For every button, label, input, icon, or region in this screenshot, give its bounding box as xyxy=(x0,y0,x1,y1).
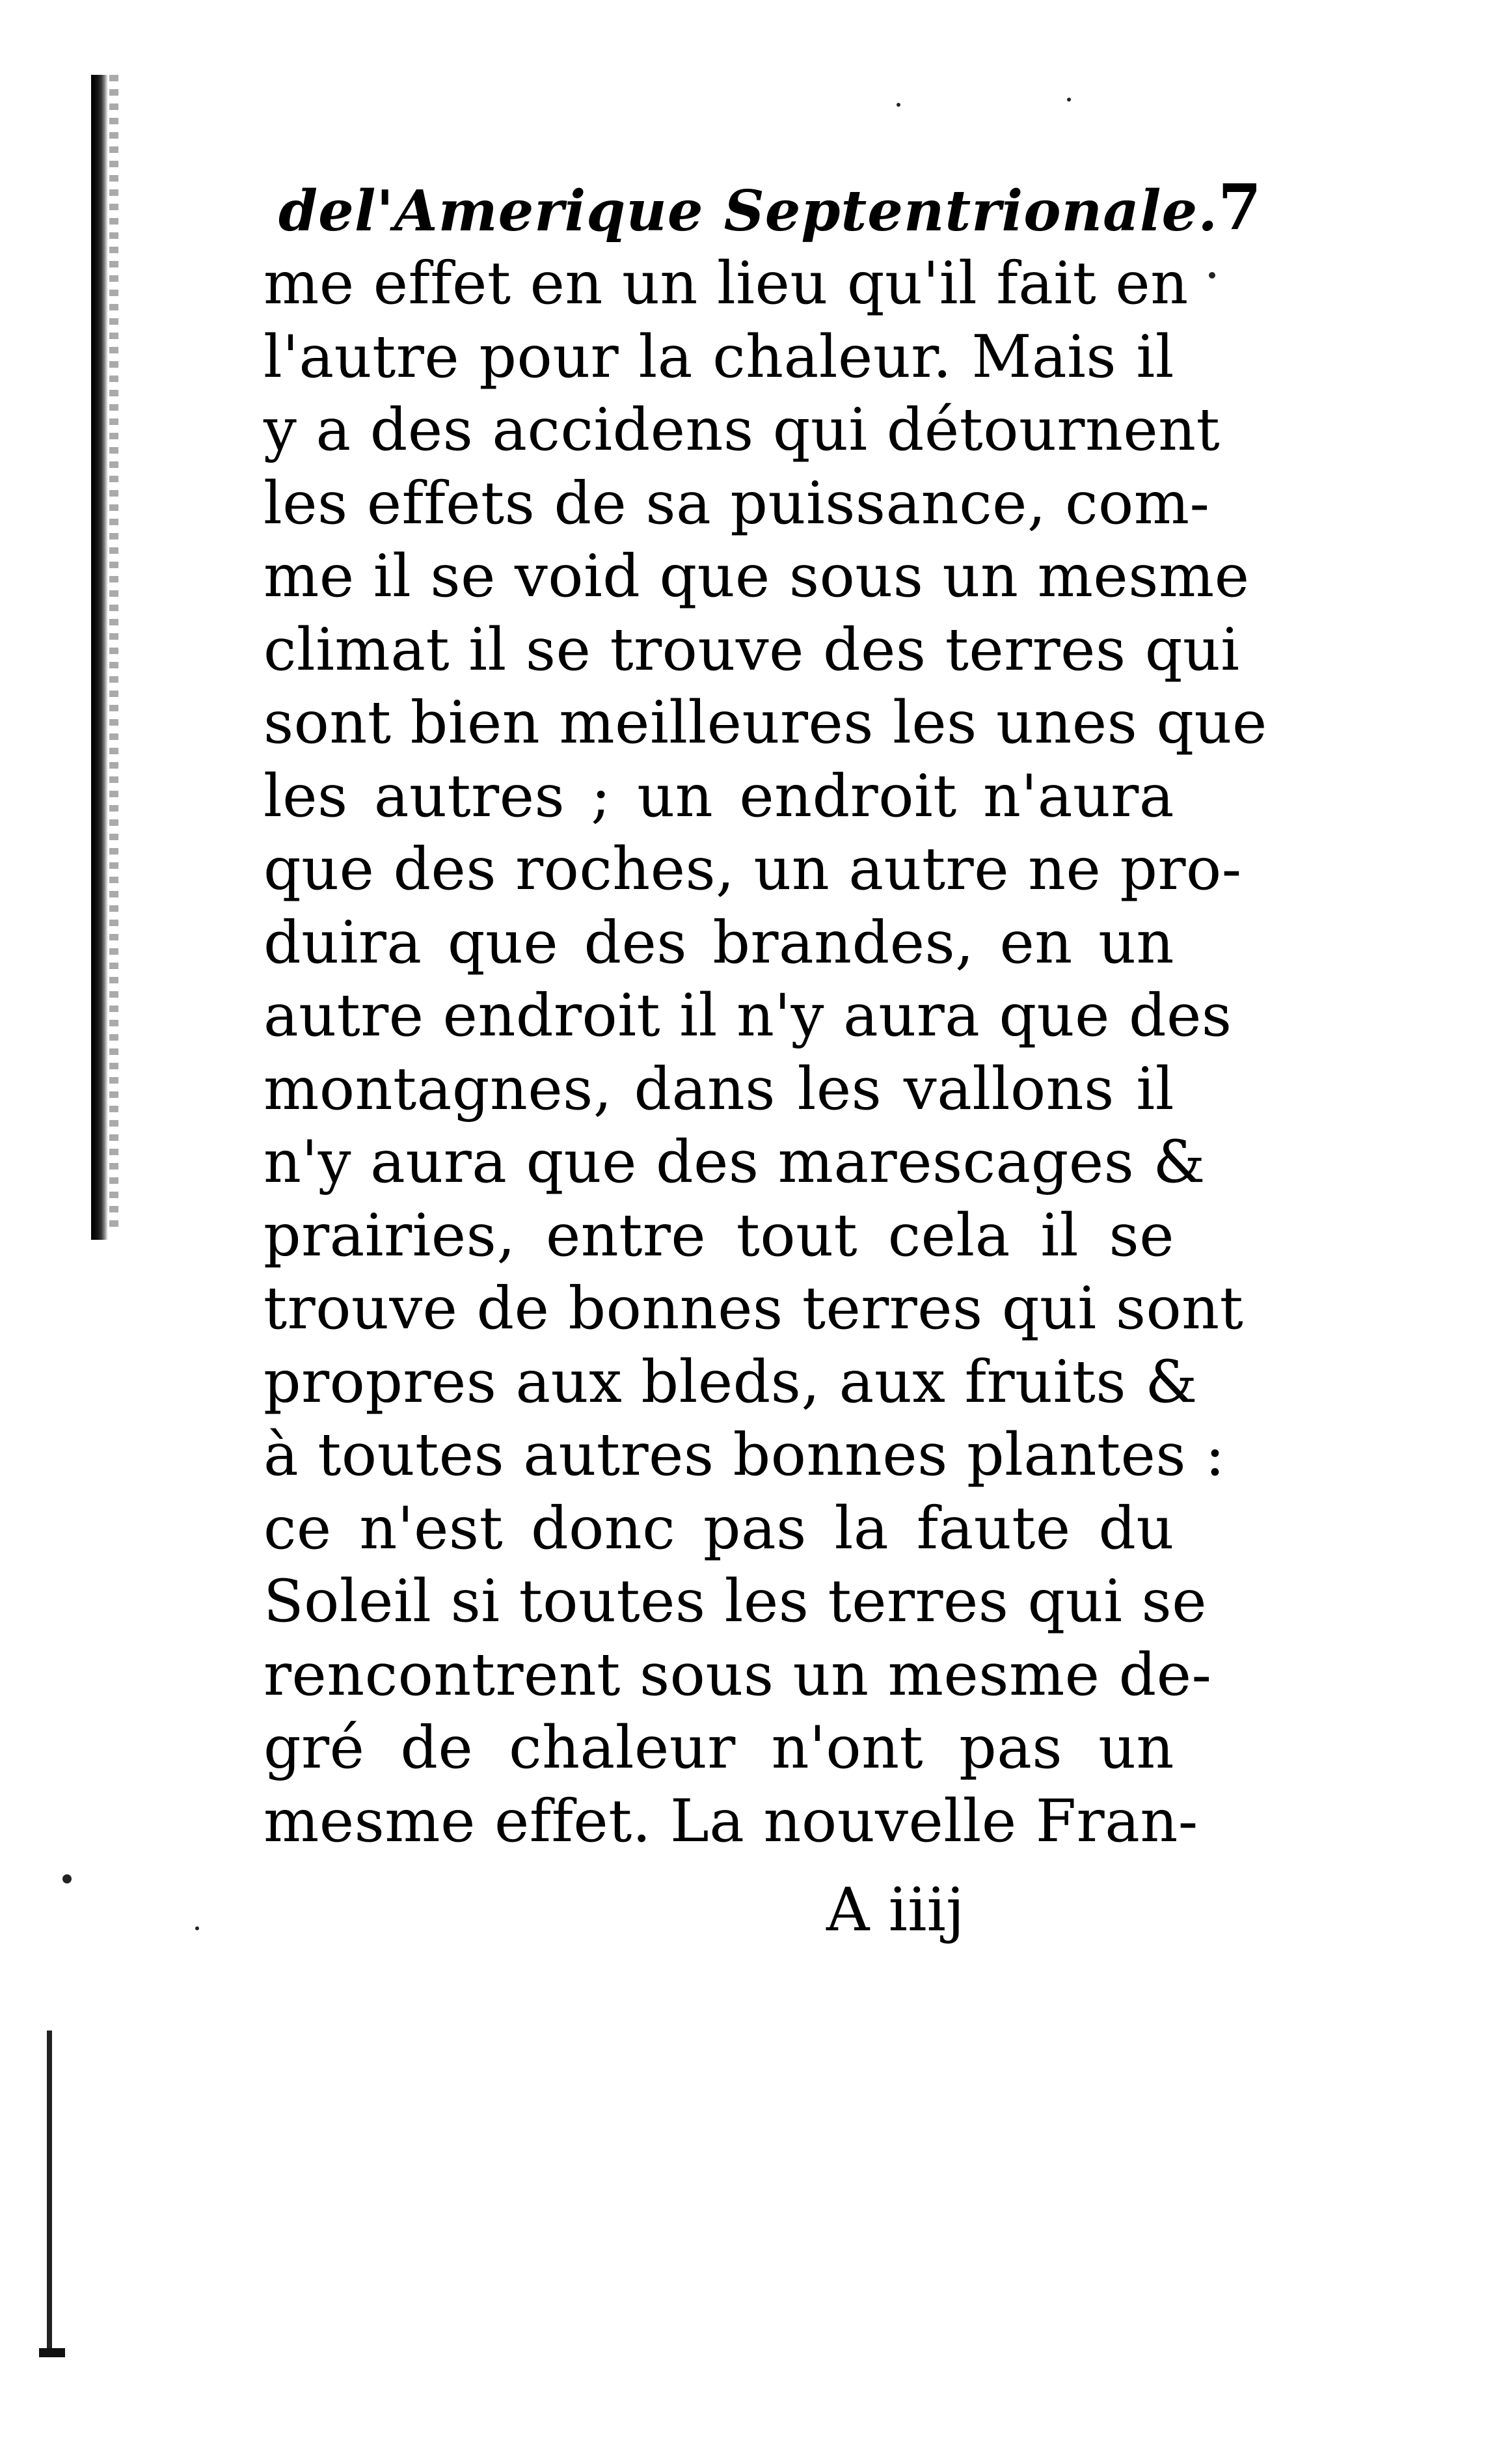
text-line: prairies, entre tout cela il se xyxy=(263,1201,1174,1270)
margin-dot xyxy=(1209,272,1215,279)
running-head xyxy=(278,166,1262,244)
margin-dot xyxy=(195,1926,199,1930)
margin-dot xyxy=(62,1874,72,1883)
text-line: les autres ; un endroit n'aura xyxy=(263,761,1174,830)
running-title: del'Amerique Septentrionale. xyxy=(278,178,1219,244)
text-line: me effet en un lieu qu'il fait en xyxy=(263,249,1189,318)
text-line: me il se void que sous un mesme xyxy=(263,542,1250,610)
text-line: rencontrent sous un mesme de- xyxy=(263,1640,1212,1709)
text-line: trouve de bonnes terres qui sont xyxy=(263,1274,1244,1343)
text-line: l'autre pour la chaleur. Mais il xyxy=(263,322,1174,391)
text-line: ce n'est donc pas la faute du xyxy=(263,1494,1174,1563)
text-line: n'y aura que des marescages & xyxy=(263,1128,1206,1196)
text-line: sont bien meilleures les unes que xyxy=(263,689,1267,757)
text-line: autre endroit il n'y aura que des xyxy=(263,981,1232,1050)
binding-lower-foot xyxy=(39,2348,65,2357)
margin-dot xyxy=(1067,98,1071,102)
signature-mark: A iiij xyxy=(826,1875,965,1945)
text-line: mesme effet. La nouvelle Fran- xyxy=(263,1786,1198,1855)
text-line: les effets de sa puissance, com- xyxy=(263,469,1210,538)
margin-dot xyxy=(897,103,900,107)
body-text xyxy=(263,247,1267,1858)
binding-lower-edge xyxy=(47,2031,52,2356)
binding-edge xyxy=(91,75,108,1240)
text-line: que des roches, un autre ne pro- xyxy=(263,835,1242,903)
text-line: climat il se trouve des terres qui xyxy=(263,615,1240,684)
text-line: duira que des brandes, en un xyxy=(263,908,1174,977)
text-line: gré de chaleur n'ont pas un xyxy=(263,1714,1174,1782)
text-line: à toutes autres bonnes plantes : xyxy=(263,1421,1226,1489)
text-line: Soleil si toutes les terres qui se xyxy=(263,1567,1207,1635)
text-line: montagnes, dans les vallons il xyxy=(263,1054,1174,1123)
text-line: y a des accidens qui détournent xyxy=(263,396,1221,464)
page-number: 7 xyxy=(1218,171,1262,244)
binding-edge-texture xyxy=(109,75,118,1233)
text-line: propres aux bleds, aux fruits & xyxy=(263,1347,1198,1416)
